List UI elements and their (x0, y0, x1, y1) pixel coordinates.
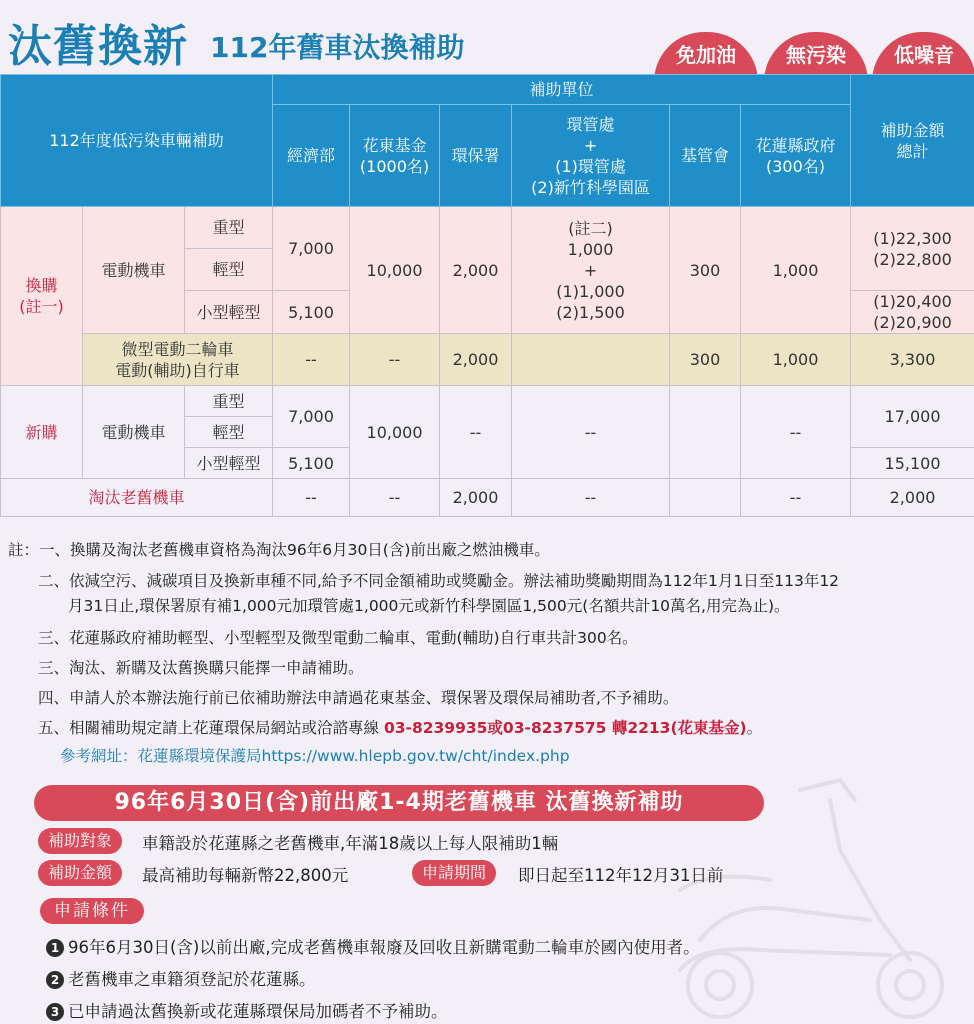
note-3: 三、花蓮縣政府補助輕型、小型輕型及微型電動二輪車、電動(輔助)自行車共計300名。 (38, 629, 638, 647)
cell-new-total-b: 15,100 (851, 448, 974, 479)
note-5-prefix: 五、相關補助規定請上花蓮環保局網站或洽諮專線 (38, 719, 384, 737)
cell-new-moea-5100: 5,100 (273, 448, 350, 479)
cell-scrap-epa: 2,000 (440, 479, 512, 517)
note-5 (38, 716, 762, 738)
page-subtitle: 112年舊車汰換補助 (210, 31, 465, 64)
cell-new-light: 輕型 (185, 417, 273, 448)
note-2b: 月31日止,環保署原有補1,000元加環管處1,000元或新竹科學園區1,500元(名額共計10萬名,用完為止)。 (68, 597, 790, 615)
cell-new-small-light: 小型輕型 (185, 448, 273, 479)
cell-micro-epa: 2,000 (440, 334, 512, 386)
col-total: 補助金額 總計 (851, 75, 974, 207)
cell-scrap-mgmt: -- (512, 479, 670, 517)
cell-fund-10000: 10,000 (350, 207, 440, 334)
number-1-icon: 1 (46, 939, 64, 957)
cell-scrap-moea: -- (273, 479, 350, 517)
group-header: 補助單位 (273, 75, 851, 105)
cell-new-mgmt: -- (512, 386, 670, 479)
condition-2 (46, 966, 316, 990)
cell-swap-total-a: (1)22,300 (2)22,800 (851, 207, 974, 291)
cell-micro-fund: -- (350, 334, 440, 386)
note-2a: 二、依減空污、減碳項目及換新車種不同,給予不同金額補助或獎勵金。辦法補助獎勵期間為112年1月1日至113年12 (38, 572, 840, 590)
target-text: 車籍設於花蓮縣之老舊機車,年滿18歲以上每人限補助1輛 (142, 834, 559, 853)
cell-micro-moea: -- (273, 334, 350, 386)
cell-new-total-a: 17,000 (851, 386, 974, 448)
condition-3 (46, 998, 448, 1022)
note-4: 四、申請人於本辦法施行前已依補助辦法申請過花東基金、環保署及環保局補助者,不予補助。 (38, 689, 679, 707)
subsidy-table (0, 74, 974, 517)
cell-new-heavy: 重型 (185, 386, 273, 417)
cell-new-moea-7000: 7,000 (273, 386, 350, 448)
cell-heavy: 重型 (185, 207, 273, 249)
cell-scrap-fund: -- (350, 479, 440, 517)
page-title: 汰舊換新 (8, 21, 188, 72)
col-epa: 環保署 (440, 105, 512, 207)
amount-text: 最高補助每輛新幣22,800元 (142, 866, 349, 885)
col-moea: 經濟部 (273, 105, 350, 207)
col-mgmt: 環管處 + (1)環管處 (2)新竹科學園區 (512, 105, 670, 207)
note-3b: 三、淘汰、新購及汰舊換購只能擇一申請補助。 (38, 659, 364, 677)
cell-new-base (670, 386, 741, 479)
period-text: 即日起至112年12月31日前 (518, 866, 724, 885)
cell-micro-label: 微型電動二輪車 電動(輔助)自行車 (83, 334, 273, 386)
note-1: 註：一、換購及淘汰老舊機車資格為淘汰96年6月30日(含)前出廠之燃油機車。 (8, 541, 550, 559)
number-3-icon: 3 (46, 1003, 64, 1021)
condition-1 (46, 934, 700, 958)
hotline-number: 03-8239935或03-8237575 轉2213(花東基金) (383, 719, 747, 737)
col-county: 花蓮縣政府 (300名) (741, 105, 851, 207)
col-fund: 花東基金 (1000名) (350, 105, 440, 207)
cell-new-fund-10000: 10,000 (350, 386, 440, 479)
badge-no-pollution: 無污染 (764, 32, 868, 82)
number-2-icon: 2 (46, 971, 64, 989)
condition-1-text: 96年6月30日(含)以前出廠,完成老舊機車報廢及回收且新購電動二輪車於國內使用者。 (68, 938, 700, 957)
table-corner: 112年度低污染車輛補助 (1, 75, 273, 207)
program-banner: 96年6月30日(含)前出廠1-4期老舊機車 汰舊換新補助 (34, 785, 764, 821)
cell-county-1000: 1,000 (741, 207, 851, 334)
cell-micro-base: 300 (670, 334, 741, 386)
col-base: 基管會 (670, 105, 741, 207)
condition-3-text: 已申請過汰舊換新或花蓮縣環保局加碼者不予補助。 (68, 1002, 448, 1021)
cell-epa-2000: 2,000 (440, 207, 512, 334)
cell-moea-5100: 5,100 (273, 291, 350, 334)
cell-new-e-motorcycle: 電動機車 (83, 386, 185, 479)
cell-small-light: 小型輕型 (185, 291, 273, 334)
cell-new-county: -- (741, 386, 851, 479)
cell-micro-mgmt (512, 334, 670, 386)
row-label-scrap: 淘汰老舊機車 (1, 479, 273, 517)
reference-link[interactable]: 參考網址：花蓮縣環境保護局https://www.hlepb.gov.tw/cht/index.php (60, 747, 570, 765)
target-tag: 補助對象 (38, 828, 122, 854)
badge-low-noise: 低噪音 (872, 32, 974, 82)
cell-scrap-total: 2,000 (851, 479, 974, 517)
cell-micro-total: 3,300 (851, 334, 974, 386)
cell-moea-7000: 7,000 (273, 207, 350, 291)
cell-mgmt-val: (註二) 1,000 + (1)1,000 (2)1,500 (512, 207, 670, 334)
cell-swap-total-b: (1)20,400 (2)20,900 (851, 291, 974, 334)
period-tag: 申請期間 (412, 860, 496, 886)
condition-2-text: 老舊機車之車籍須登記於花蓮縣。 (68, 970, 316, 989)
cell-scrap-base (670, 479, 741, 517)
conditions-tag: 申請條件 (40, 898, 144, 924)
row-label-swap: 換購 (註一) (1, 207, 83, 386)
amount-tag: 補助金額 (38, 860, 122, 886)
cell-e-motorcycle: 電動機車 (83, 207, 185, 334)
note-5-suffix: 。 (746, 719, 763, 737)
cell-new-epa: -- (440, 386, 512, 479)
cell-light: 輕型 (185, 249, 273, 291)
row-label-new: 新購 (1, 386, 83, 479)
cell-scrap-county: -- (741, 479, 851, 517)
cell-micro-county: 1,000 (741, 334, 851, 386)
badge-no-fuel: 免加油 (654, 32, 758, 82)
cell-base-300: 300 (670, 207, 741, 334)
